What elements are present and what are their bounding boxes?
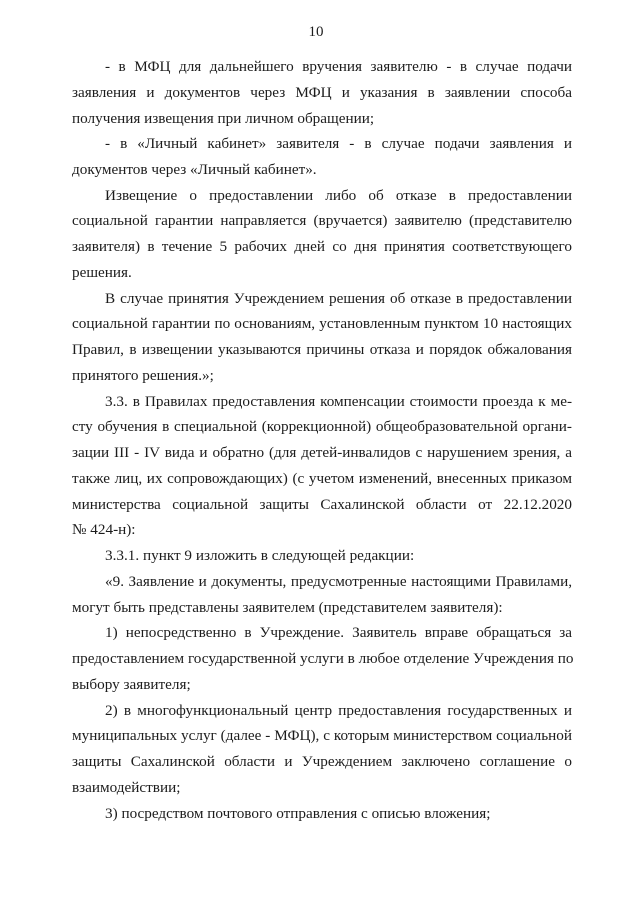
text-line: 3) посредством почтового отправления с описью вложения; [105,805,491,822]
text-line: министерства социальной защиты Сахалинской области от 22.12.2020 [72,496,572,513]
text-line: № 424-н): [72,521,136,538]
text-line: Извещение о предоставлении либо об отказе в предоставлении [105,187,572,204]
text-line: заявления и документов через МФЦ и указания в заявлении способа [72,84,572,101]
text-line: принятого решения.»; [72,367,214,384]
text-line: зации III - IV вида и обратно (для детей-инвалидов с нарушением зрения, а [72,444,572,461]
text-line: 3.3. в Правилах предоставления компенсации стоимости проезда к ме- [105,393,572,410]
text-line: защиты Сахалинской области и Учреждением заключено соглашение о [72,753,572,770]
text-line: получения извещения при личном обращении; [72,110,375,127]
text-line: социальной гарантии по основаниям, установленным пунктом 10 настоящих [72,315,572,332]
text-line: предоставлением государственной услуги в любое отделение Учреждения по [72,650,574,667]
text-line: заявителя) в течение 5 рабочих дней со дня принятия соответствующего [72,238,572,255]
text-line: Правил, в извещении указываются причины отказа и порядок обжалования [72,341,572,358]
text-line: выбору заявителя; [72,676,191,693]
text-line: социальной гарантии направляется (вручается) заявителю (представителю [72,212,572,229]
text-line: могут быть представлены заявителем (представителем заявителя): [72,599,503,616]
text-line: муниципальных услуг (далее - МФЦ), с которым министерством социальной [72,727,572,744]
text-line: 1) непосредственно в Учреждение. Заявитель вправе обращаться за [105,624,572,641]
text-line: сту обучения в специальной (коррекционной) общеобразовательной органи- [72,418,572,435]
text-line: также лиц, их сопровождающих) (с учетом изменений, внесенных приказом [72,470,572,487]
page-number: 10 [308,24,324,40]
text-line: взаимодействии; [72,779,181,796]
text-line: документов через «Личный кабинет». [72,161,317,178]
text-line: 2) в многофункциональный центр предоставления государственных и [105,702,572,719]
text-line: - в МФЦ для дальнейшего вручения заявителю - в случае подачи [105,58,572,75]
text-line: «9. Заявление и документы, предусмотренные настоящими Правилами, [105,573,572,590]
text-line: 3.3.1. пункт 9 изложить в следующей редакции: [105,547,415,564]
text-line: - в «Личный кабинет» заявителя - в случае подачи заявления и [105,135,572,152]
text-line: В случае принятия Учреждением решения об отказе в предоставлении [105,290,572,307]
text-line: решения. [72,264,132,281]
